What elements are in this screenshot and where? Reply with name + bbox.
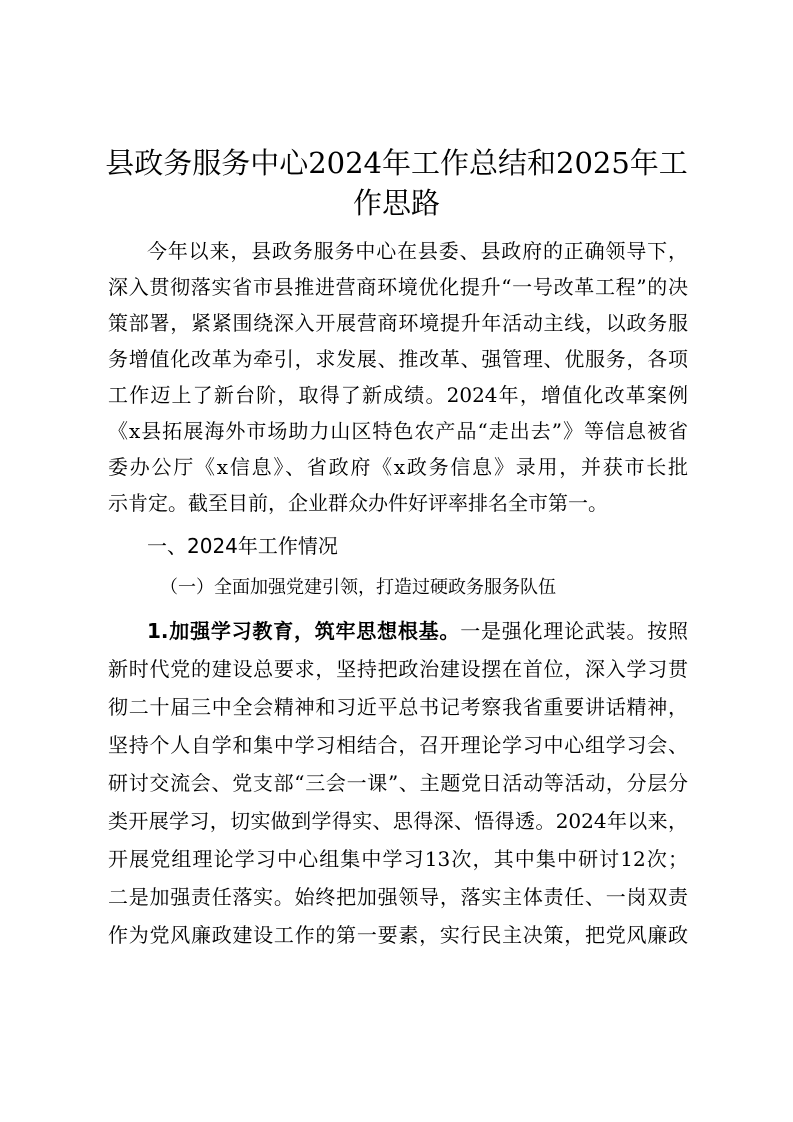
item-paragraph-line: 新时代党的建设总要求，坚持把政治建设摆在首位，深入学习贯	[108, 657, 688, 681]
item-paragraph-line: 类开展学习，切实做到学得实、思得深、悟得透。2024年以来，	[108, 809, 688, 833]
item-paragraph-line: 坚持个人自学和集中学习相结合，召开理论学习中心组学习会、	[108, 733, 688, 757]
item-paragraph-line: 作为党风廉政建设工作的第一要素，实行民主决策，把党风廉政	[108, 923, 688, 947]
intro-paragraph-line: 工作迈上了新台阶，取得了新成绩。2024年，增值化改革案例	[108, 383, 688, 407]
item-line-text: 一是强化理论武装。按照	[460, 619, 689, 643]
item-paragraph-line: 开展党组理论学习中心组集中学习13次，其中集中研讨12次；	[108, 847, 688, 871]
subsection-heading: （一）全面加强党建引领，打造过硬政务服务队伍	[160, 577, 556, 598]
item-lead-text: 1.加强学习教育，筑牢思想根基。	[147, 619, 461, 643]
intro-paragraph-line: 今年以来，县政务服务中心在县委、县政府的正确领导下，	[147, 239, 688, 263]
item-paragraph-line: 彻二十届三中全会精神和习近平总书记考察我省重要讲话精神，	[108, 695, 688, 719]
item-paragraph-line: 二是加强责任落实。始终把加强领导，落实主体责任、一岗双责	[108, 885, 688, 909]
intro-paragraph-line: 策部署，紧紧围绕深入开展营商环境提升年活动主线，以政务服	[108, 311, 688, 335]
item-paragraph-line	[147, 613, 688, 649]
intro-paragraph-line: 委办公厅《x信息》、省政府《x政务信息》录用，并获市长批	[108, 455, 688, 479]
document-title-line-1: 县政务服务中心2024年工作总结和2025年工	[105, 146, 688, 180]
intro-paragraph-line: 《x县拓展海外市场助力山区特色农产品“走出去”》等信息被省	[108, 419, 688, 443]
document-title-line-2: 作思路	[352, 186, 440, 220]
intro-paragraph-line: 深入贯彻落实省市县推进营商环境优化提升“一号改革工程”的决	[108, 275, 688, 299]
intro-paragraph-line: 示肯定。截至目前，企业群众办件好评率排名全市第一。	[108, 491, 608, 515]
intro-paragraph-line: 务增值化改革为牵引，求发展、推改革、强管理、优服务，各项	[108, 347, 688, 371]
section-heading: 一、2024年工作情况	[147, 534, 338, 558]
item-paragraph-line: 研讨交流会、党支部“三会一课”、主题党日活动等活动，分层分	[108, 771, 688, 795]
